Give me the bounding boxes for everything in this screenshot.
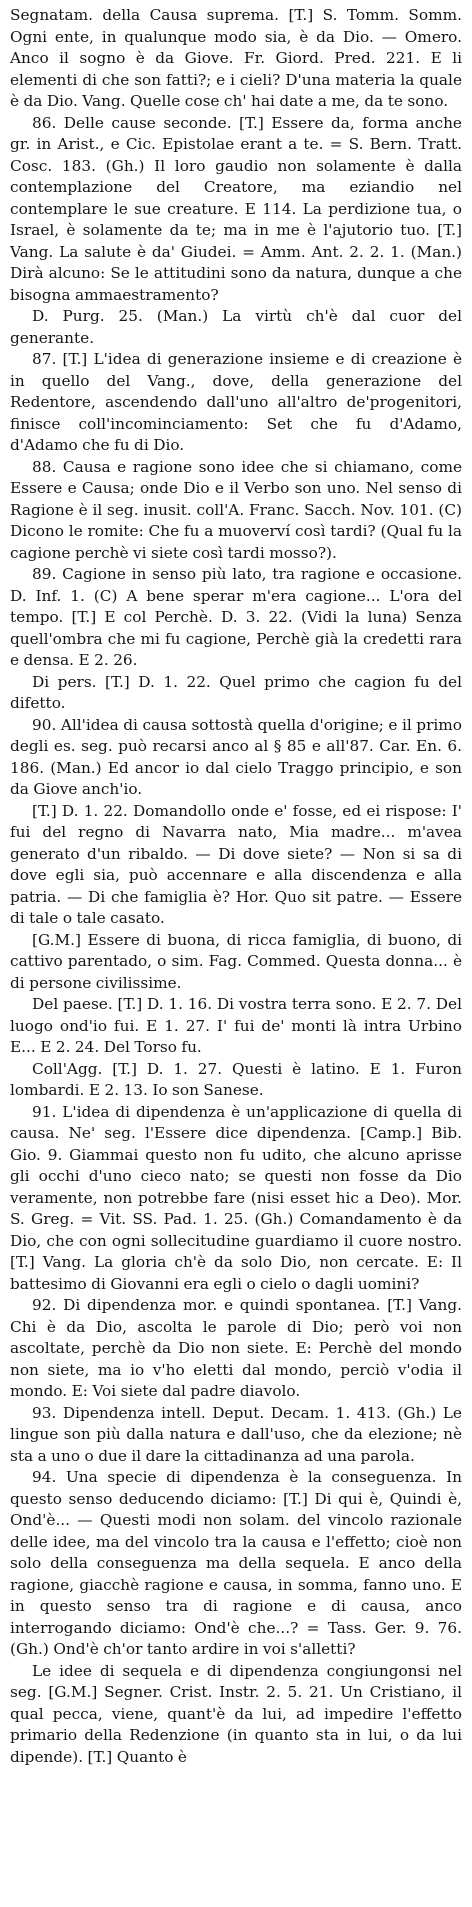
paragraph-1: Segnatam. della Causa suprema. [T.] S. Tomm. Somm. Ogni ente, in qualunque modo sia, è da Dio. — Omero. Anco il sogno è da Giove. Fr. Giord. Pred. 221. E li elementi di che son fatti?; e i cieli? D'una materia la quale è da Dio. Vang. Quelle cose ch' hai date a me, da te sono.: [10, 6, 462, 110]
paragraph-11: Del paese. [T.] D. 1. 16. Di vostra terra sono. E 2. 7. Del luogo ond'io fui. E 1. 27. I' fui de' monti là intra Urbino E... E 2. 24. Del Torso fu.: [10, 995, 462, 1056]
paragraph-2: 86. Delle cause seconde. [T.] Essere da, forma anche gr. in Arist., e Cic. Epistolae erant a te. = S. Bern. Tratt. Cosc. 183. (Gh.) Il loro gaudio non solamente è dalla contemplazione del Creatore, ma eziandio nel contemplare le sue creature. E 114. La perdizione tua, o Israel, è solamente da te; ma in me è l'ajutorio tuo. [T.] Vang. La salute è da' Giudei. = Amm. Ant. 2. 2. 1. (Man.) Dirà alcuno: Se le attitudini sono da natura, dunque a che bisogna ammaestramento?: [10, 113, 462, 304]
paragraph-12: Coll'Agg. [T.] D. 1. 27. Questi è latino. E 1. Furon lombardi. E 2. 13. Io son Sanese.: [10, 1059, 462, 1099]
paragraph-4: 87. [T.] L'idea di generazione insieme e di creazione è in quello del Vang., dove, della generazione del Redentore, ascendendo dall'uno all'altro de'progenitori, finisce coll'incominciamento: Set che fu d'Adamo, d'Adamo che fu di Dio.: [10, 350, 462, 454]
paragraph-10: [G.M.] Essere di buona, di ricca famiglia, di buono, di cattivo parentado, o sim. Fag. Commed. Questa donna... è di persone civilissime.: [10, 930, 462, 992]
paragraph-15: 93. Dipendenza intell. Deput. Decam. 1. 413. (Gh.) Le lingue son più dalla natura e dall'uso, che da elezione; nè sta a uno o due il dare la cittadinanza ad una parola.: [10, 1403, 462, 1465]
paragraph-5: 88. Causa e ragione sono idee che si chiamano, come Essere e Causa; onde Dio e il Verbo son uno. Nel senso di Ragione è il seg. inusit. coll'A. Franc. Sacch. Nov. 101. (C) Dicono le romite: Che fu a muoverví così tardi? (Qual fu la cagione perchè vi siete così tardi mosso?).: [10, 457, 462, 562]
paragraph-13: 91. L'idea di dipendenza è un'applicazione di quella di causa. Ne' seg. l'Essere dice dipendenza. [Camp.] Bib. Gio. 9. Giammai questo non fu udito, che alcuno aprisse gli occhi d'uno cieco nato; se questi non fosse da Dio veramente, non potrebbe fare (nisi esset hic a Deo). Mor. S. Greg. = Vit. SS. Pad. 1. 25. (Gh.) Comandamento è da Dio, che con ogni sollecitudine guardiamo il cuore nostro. [T.] Vang. La gloria ch'è da solo Dio, non cercate. E: Il battesimo di Giovanni era egli o cielo o dagli uomini?: [10, 1102, 462, 1293]
paragraph-6: 89. Cagione in senso più lato, tra ragione e occasione. D. Inf. 1. (C) A bene sperar m'era cagione... L'ora del tempo. [T.] E col Perchè. D. 3. 22. (Vidi la luna) Senza quell'ombra che mi fu cagione, Perchè già la credetti rara e densa. E 2. 26.: [10, 565, 462, 669]
paragraph-7: Di pers. [T.] D. 1. 22. Quel primo che cagion fu del difetto.: [10, 672, 462, 712]
paragraph-3: D. Purg. 25. (Man.) La virtù ch'è dal cuor del generante.: [10, 307, 462, 347]
paragraph-9: [T.] D. 1. 22. Domandollo onde e' fosse, ed ei rispose: I' fui del regno di Navarra nato, Mia madre... m'avea generato d'un ribaldo. — Di dove siete? — Non si sa di dove egli sia, può accennare e alla discendenza e alla patria. — Di che famiglia è? Hor. Quo sit patre. — Essere di tale o tale casato.: [10, 801, 462, 927]
paragraph-16: 94. Una specie di dipendenza è la conseguenza. In questo senso deducendo diciamo: [T.] Di qui è, Quindi è, Ond'è... — Questi modi non solam. del vincolo razionale delle idee, ma del vincolo tra la causa e l'effetto; cioè non solo della conseguenza ma della sequela. E anco della ragione, giacchè ragione e causa, in somma, fanno uno. E in questo senso tra di ragione e di causa, anco interrogando diciamo: Ond'è che...? = Tass. Ger. 9. 76. (Gh.) Ond'è ch'or tanto ardire in voi s'alletti?: [10, 1468, 462, 1658]
paragraph-14: 92. Di dipendenza mor. e quindi spontanea. [T.] Vang. Chi è da Dio, ascolta le parole di Dio; però voi non ascoltate, perchè da Dio non siete. E: Perchè del mondo non siete, ma io v'ho eletti dal mondo, perciò v'odia il mondo. E: Voi siete dal padre diavolo.: [10, 1296, 462, 1400]
paragraph-17: Le idee di sequela e di dipendenza congiungonsi nel seg. [G.M.] Segner. Crist. Instr. 2. 5. 21. Un Cristiano, il qual pecca, viene, quant'è da lui, ad impedire l'effetto primario della Redenzione (in quanto sta in lui, o da lui dipende). [T.] Quanto è: [10, 1661, 462, 1766]
paragraph-8: 90. All'idea di causa sottostà quella d'origine; e il primo degli es. seg. può recarsi anco al § 85 e all'87. Car. En. 6. 186. (Man.) Ed ancor io dal cielo Traggo principio, e son da Giove anch'io.: [10, 715, 462, 798]
